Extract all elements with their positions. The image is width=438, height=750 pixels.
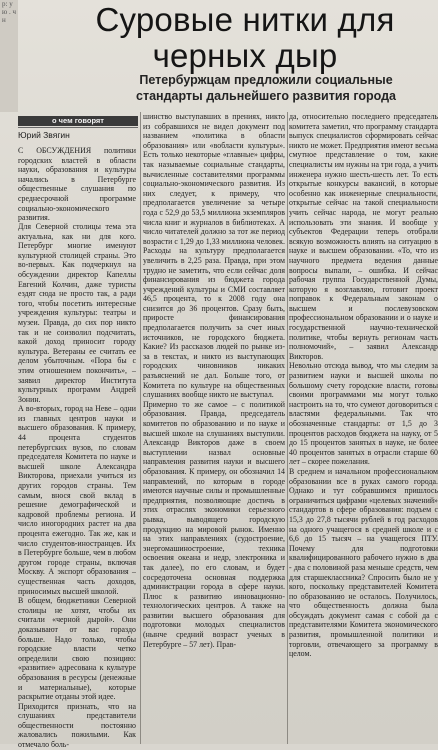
rubric-divider bbox=[18, 127, 138, 128]
author-byline: Юрий Звягин bbox=[18, 130, 70, 140]
lead-paragraph: С ОБСУЖДЕНИЯ политики городских властей в области науки, образования и культуры начались в Петербурге общественные слушания по среднесрочной программе социально-экономического развития. bbox=[18, 146, 138, 223]
column-2-text: шинство выступавших в прениях, никто из собравшихся не видел документ под названием «политика в области образования» или «вобласти культуры». Есть только некоторые «главные» цифры, так называемые социальные стандарты, вычисленные составителями программы социально-экономического развития. Из них следует, к примеру, что предполагается увеличение за четыре года с 52,9 до 53,5 миллиона экземпляров числа книг и журналов в библиотеках. А число читателей должно за тот же период возрасти с 1,29 до 1,33 миллиона человек. Расходы на культуру предполагается увеличить в 2,25 раза. Правда, при этом трудно не заметить, что если сейчас доля финансирования из бюджета города учреждений культуры и СМИ составляет 46,5 процента, то к 2008 году она снизится до 36 процентов. Сразу быть, приросте финансирования предполагается получить за счет иных источников, не городского бюджета. Какие? Из рассказов людей по рынке из-за в текстах, и никто из выступающих городских чиновников никаких разъяснений не дал. Больше того, от Комитета по культуре на общественных слушаниях вообще никто не выступал. Примерно то же самое – с политикой образования. Правда, председатель комитетов по образованию и по науке и высшей школе на слушаниях выступили. Александр Викторов даже в своем выступлении назвал основные направления развития науки и высшего образования. К примеру, он обозначил 14 направлений, по которым в городе имеются научные силы и промышленные предприятия, позволяющие достичь в этих отраслях экономики серьезного рывка, выводящего городскую продукцию на мировой рынок. Именно на этих направлениях (судостроение, энергомашиностроение, техника освоения океана и недр, электроника и так далее), по его словам, и будет сосредоточена основная поддержка администрации города в сфере науки. Плюс к развитию инновационно-технологических центров. А также на развитии высшего образования для подготовки молодых специалистов (нынче средний возраст ученых в Петербурге – 57 лет). Прав- bbox=[143, 112, 285, 649]
article-headline: Суровые нитки для черных дыр bbox=[95, 1, 395, 74]
column-divider bbox=[140, 112, 141, 744]
column-3-text: да, относительно последнего председатель комитета заметил, что программу стандарта выпуск специалистов сформировать сейчас никто не может. Предприятия имеют весьма смутное представление о том, какие специалисты им нужны на три года, а учить инженера нужно шесть-шесть лет. То есть открытые конкурсы вакансий, в которые особенно как инженерные специальности, открытые сейчас на такой специальности учить сейчас народа, не могут реально использовать эти знания. И вообще у субъектов Федерации теперь отобрали всякую возможность влиять на ситуацию в науке и высшем образовании. «То, что из научного предмета ведения данные вопросы выпали, – ошибка. И сейчас рабочая группа Государственной Думы, которую я возглавляю, готовит проект поправок к Федеральным законам о высшем и послевузовском профессиональном образовании и о науке и государственной научно-технической политике, чтобы вернуть регионам часть полномочий», – заявил Александр Викторов. Невольно отсюда вывод, что мы следим за развитием науки и высшей школы по большому счету городские власти, готовы своими программами мы могут только настроить на то, что сумеют договориться с властями федеральными. Так что обозначенные стандарты: от 1,5 до 3 процентов расходов бюджета на науку, от 5 до 15 процентов занятых в науке, не более 40 процентов занятых в отрасли старше 60 лет – скорее пожелания. В среднем и начальном профессиональном образовании все в руках самого города. Однако и тут собравшимся пришлось ограничиться цифрами «целевых значений» стандартов в сфере образования: подъем с 15,3 до 27,8 тысячи рублей в год расходов на одного учащегося в средней школе и с 6,6 до 15 тысяч – на учащегося ПТУ. Почему для подготовки квалифицированного рабочего нужно в два - два с половиной раза меньше средств, чем для старшеклассника? Спросить было не у кого, поскольку представителей Комитета по образованию не осталось. Получилось, что общественность должна была обсуждать документ самая с собой да с представителями Комитета экономического развития, промышленной политики и торговли, отвечающего за программу в целом. bbox=[289, 112, 438, 659]
column-1-text: Для Северной столицы тема эта актуальна, как ни для кого. Петербург многие именуют культурной столицей страны. Это во-первых. Как подчеркнул на обсуждении директор Капеллы Евгений Колчин, даже туристы ездят сюда не просто так, а ради того, чтобы посетить интересные учреждения культуры: театры и музеи. Правда, до сих пор никто так и не соизволил подсчитать, какой доход приносит городу культура. Ветераны ее считать ее делом убыточным. «Пора бы с этим отношением покончить», – заявил директор Института культурных программ Андрей Зонин. А во-вторых, город на Неве – одни из главных центров науки и высшего образования. К примеру, 44 процента студентов петербургских вузов, по словам председателя Комитета по науке и высшей школе Александра Викторова, приехали учиться из других городов страны. Тем самым, внося свой вклад в решение демографической и кадровой проблемы региона. И число иногородних растет на два процента ежегодно. Так же, как и число студентов-иностранцев. Их в Петербурге больше, чем в любом другом городе страны, включая Москву. А экспорт образования – существенная часть доходов, приносимых высшей школой. В общем, бюджетники Северной столицы не хотят, чтобы их считали «черной дырой». Они доказывают от вас гораздо больше. Надо только, чтобы городские власти четко определили свою позицию: «развитие» адресована к культуре образования в ресурсы (денежные и материальные), которые раскрытие отданы этой идее. Приходится признать, что на слушаниях представители общественности постоянно жаловались пожилыми. Как отмечало боль- bbox=[18, 222, 136, 750]
adjacent-column-fragment bbox=[0, 0, 18, 112]
adjacent-column-text: р: ую . чн bbox=[2, 0, 16, 24]
column-divider bbox=[287, 112, 288, 744]
rubric-label: о чем говорят bbox=[52, 116, 104, 125]
article-subheadline: Петербуржцам предложили социальные стандарты дальнейшего развития города bbox=[136, 73, 396, 103]
